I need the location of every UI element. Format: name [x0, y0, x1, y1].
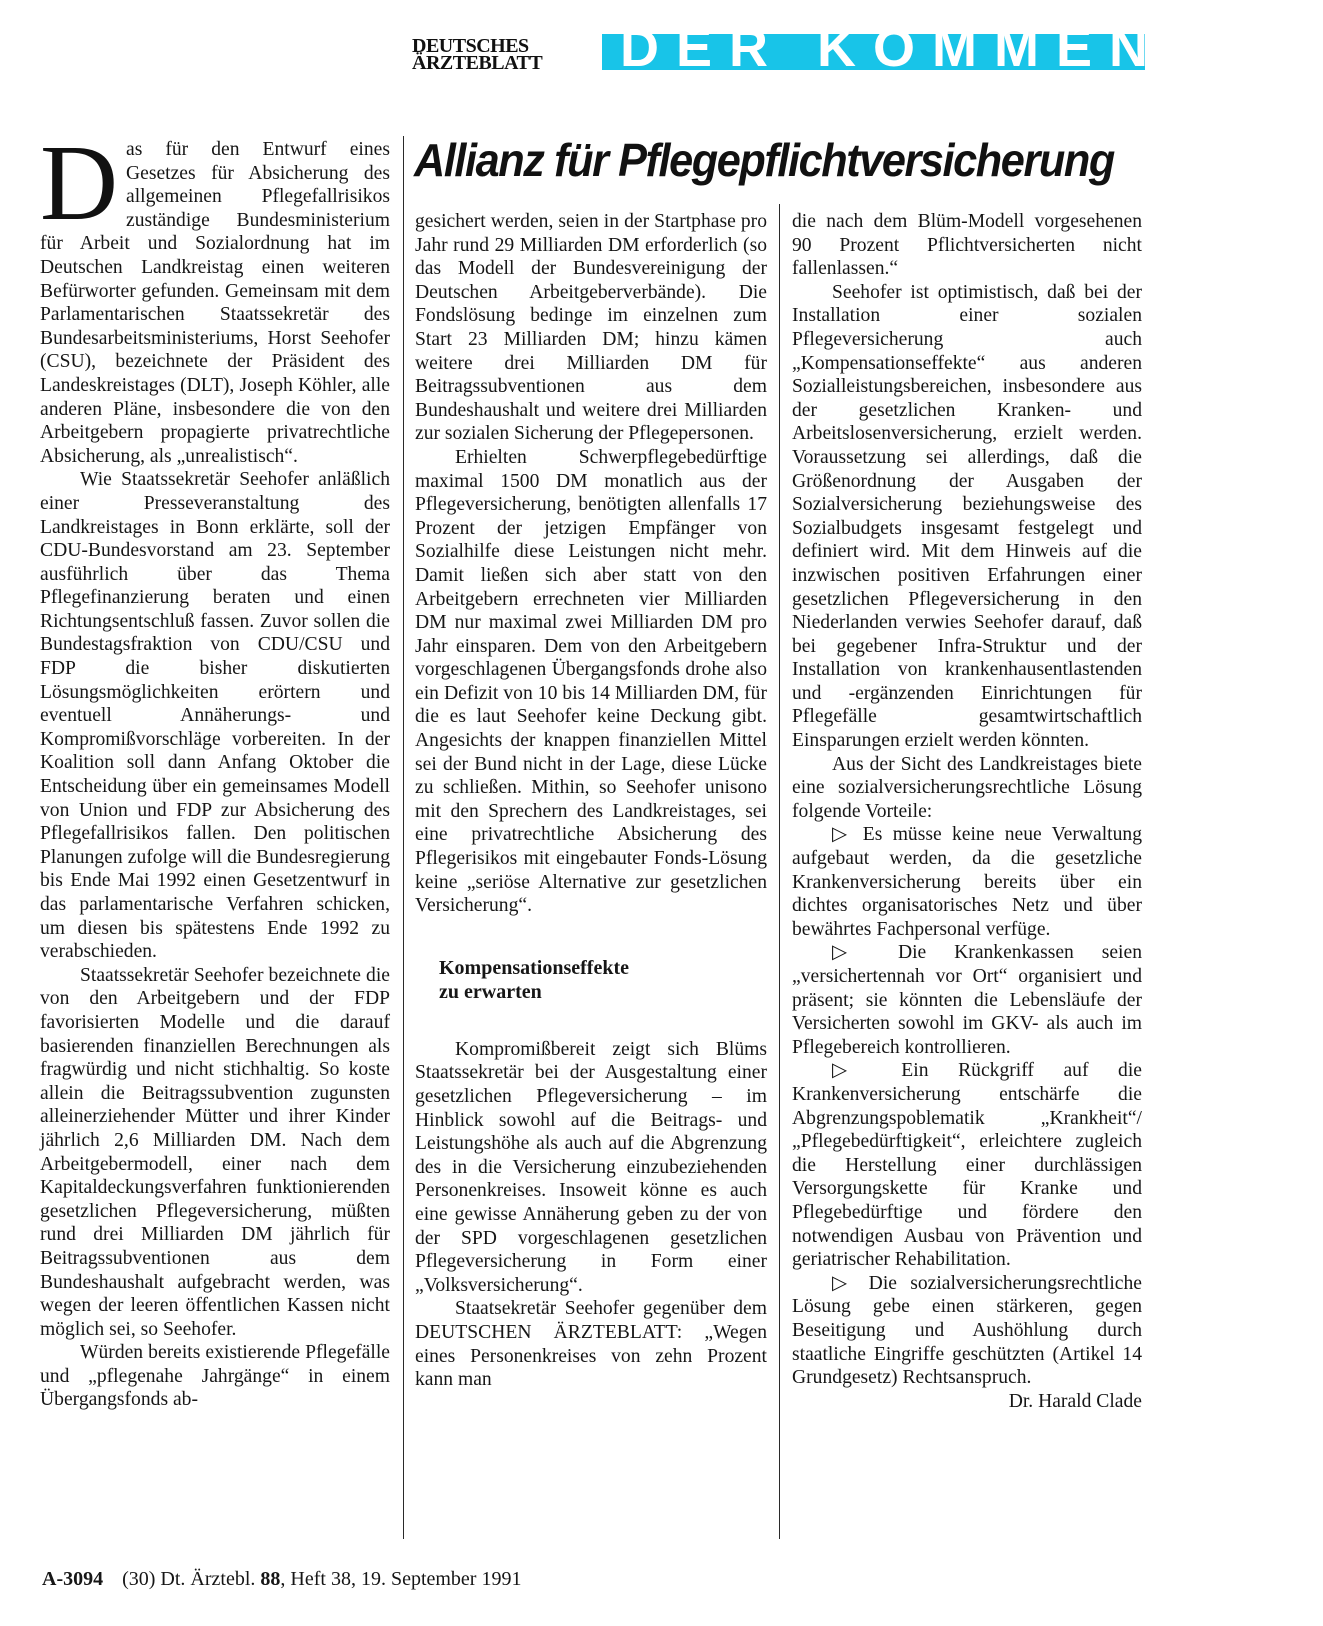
citation-prefix: (30) Dt. Ärztebl. [122, 1568, 256, 1590]
article-column-3 [792, 210, 1142, 1413]
bullet-item: ▷ Die Krankenkassen seien „versichertennah vor Ort“ organisiert und präsent; sie könnten die Lebensläufe der Versicherten sowohl im GKV- als auch im Pflegebereich kontrollieren. [792, 942, 1142, 1058]
section-banner-label: DER KOMMENTAR [620, 18, 1323, 78]
article-column-2 [415, 210, 767, 1392]
article-column-1 [40, 124, 390, 1412]
masthead-logo [412, 35, 572, 74]
column-divider [779, 204, 780, 1539]
paragraph: Aus der Sicht des Landkreistages biete eine sozialversicherungsrechtliche Lösung folgende Vorteile: [792, 753, 1142, 822]
paragraph: Kompromißbereit zeigt sich Blüms Staatssekretär bei der Ausgestaltung einer gesetzlichen Pflegeversicherung – im Hinblick sowohl auf die Beitrags- und Leistungshöhe als auch auf die Abgrenzung des in die Versicherung einzubeziehenden Personenkreises. Insoweit könne es auch eine gewisse Annäherung geben zu der von der SPD vorgeschlagenen gesetzlichen Pflegeversicherung in Form einer „Volksversicherung“. [415, 1038, 767, 1296]
column-divider [403, 136, 404, 1539]
subheading-line2: zu erwarten [439, 980, 542, 1003]
masthead-line1: DEUTSCHES [412, 35, 529, 57]
paragraph: die nach dem Blüm-Modell vorgesehenen 90 Prozent Pflichtversicherten nicht fallenlassen.“ [792, 211, 1142, 280]
drop-cap: D [40, 124, 118, 243]
bullet-item: ▷ Es müsse keine neue Verwaltung aufgebaut werden, da die gesetzliche Krankenversicherung bereits über ein dichtes organisatorisches Netz und über bewährtes Fachpersonal verfüge. [792, 824, 1142, 940]
author-byline: Dr. Harald Clade [1008, 1390, 1142, 1412]
section-banner [602, 18, 1323, 78]
bullet-item: ▷ Die sozialversicherungsrechtliche Lösung gebe einen stärkeren, gegen Beseitigung und Aushöhlung durch staatliche Eingriffe geschützten (Artikel 14 Grundgesetz) Rechtsanspruch. [792, 1272, 1142, 1389]
paragraph: Seehofer ist optimistisch, daß bei der Installation einer sozialen Pflegeversicherung auch „Kompensationseffekte“ aus anderen Sozialleistungsbereichen, insbesondere aus der gesetzlichen Kranken- und Arbeitslosenversicherung, erzielt werden. Voraussetzung sei allerdings, daß die Größenordnung der Ausgaben der Sozialversicherung beziehungsweise des Sozialbudgets insgesamt festgelegt und definiert wird. Mit dem Hinweis auf die inzwischen positiven Erfahrungen einer gesetzlichen Pflegeversicherung in den Niederlanden verwies Seehofer darauf, daß bei gegebener Infra-Struktur und der Installation von krankenhausentlastenden und -ergänzenden Einrichtungen für Pflegefälle gesamtwirtschaftlich Einsparungen erzielt werden könnten. [792, 281, 1142, 752]
paragraph: as für den Entwurf eines Gesetzes für Absicherung des allgemeinen Pflegefallrisikos zuständige Bundesministerium für Arbeit und Sozialordnung hat im Deutschen Landkreistag einen weiteren Befürworter gefunden. Gemeinsam mit dem Parlamentarischen Staatssekretär des Bundesarbeitsministeriums, Horst Seehofer (CSU), bezeichnete der Präsident des Landeskreistages (DLT), Joseph Köhler, alle anderen Pläne, insbesondere die von den Arbeitgebern propagierte privatrechtliche Absicherung, als „unrealistisch“. [40, 139, 390, 467]
bullet-item: ▷ Ein Rückgriff auf die Krankenversicherung entschärfe die Abgrenzungspoblematik „Krankheit“/„Pflegebedürftigkeit“, erleichtere zugleich die Herstellung einer durchlässigen Versorgungskette für Kranke und Pflegebedürftige und fördere den notwendigen Ausbau von Prävention und geriatrischer Rehabilitation. [792, 1060, 1142, 1271]
article-headline: Allianz für Pflegepflichtversicherung [414, 134, 1114, 186]
page-footer [42, 1568, 521, 1591]
paragraph: Staatssekretär Seehofer bezeichnete die von den Arbeitgebern und der FDP favorisierten Modelle und die darauf basierenden finanziellen Berechnungen als fragwürdig und nicht stichhaltig. So koste allein die Beitragssubvention zugunsten alleinerziehender Mütter und ihrer Kinder jährlich 2,6 Milliarden DM. Nach dem Arbeitgebermodell, einer nach dem Kapitaldeckungsverfahren funktionierenden gesetzlichen Pflegeversicherung, müßten rund drei Milliarden DM jährlich für Beitragssubventionen aus dem Bundeshaushalt aufgebracht werden, was wegen der leeren öffentlichen Kassen nicht möglich sei, so Seehofer. [40, 964, 390, 1340]
masthead-line2: ÄRZTEBLATT [412, 52, 543, 74]
paragraph: Erhielten Schwerpflegebedürftige maximal 1500 DM monatlich aus der Pflegeversicherung, benötigten allenfalls 17 Prozent der jetzigen Empfänger von Sozialhilfe diese Leistungen nicht mehr. Damit ließen sich aber statt von den Arbeitgebern errechneten vier Milliarden DM nur maximal zwei Milliarden DM pro Jahr einsparen. Dem von den Arbeitgebern vorgeschlagenen Übergangsfonds drohe also ein Defizit von 10 bis 14 Milliarden DM, für die es laut Seehofer keine Deckung gibt. Angesichts der knappen finanziellen Mittel sei der Bund nicht in der Lage, diese Lücke zu schließen. Mithin, so Seehofer unisono mit den Sprechern des Landkreistages, sei eine privatrechtliche Absicherung des Pflegerisikos mit eingebauter Fonds-Lösung keine „seriöse Alternative zur gesetzlichen Versicherung“. [415, 446, 767, 917]
citation-suffix: , Heft 38, 19. September 1991 [280, 1568, 522, 1590]
paragraph: Würden bereits existierende Pflegefälle und „pflegenahe Jahrgänge“ in einem Übergangsfonds ab- [40, 1342, 390, 1411]
subheading [415, 956, 767, 1004]
paragraph: Wie Staatssekretär Seehofer anläßlich einer Presseveranstaltung des Landkreistages in Bonn erklärte, soll der CDU-Bundesvorstand am 23. September ausführlich über das Thema Pflegefinanzierung beraten und einen Richtungsentschluß fassen. Zuvor sollen die Bundestagsfraktion von CDU/CSU und FDP die bisher diskutierten Lösungsmöglichkeiten erörtern und eventuell Annäherungs- und Kompromißvorschläge vorbereiten. In der Koalition soll dann Anfang Oktober die Entscheidung über ein gemeinsames Modell von Union und FDP zur Absicherung des Pflegefallrisikos fallen. Den politischen Planungen zufolge will die Bundesregierung bis Ende Mai 1992 einen Gesetzentwurf in das parlamentarische Verfahren schicken, um diesen bis spätestens Ende 1992 zu verabschieden. [40, 469, 390, 963]
page-number: A-3094 [42, 1568, 104, 1590]
volume-number: 88 [260, 1568, 281, 1590]
subheading-line1: Kompensationseffekte [439, 956, 629, 979]
paragraph: gesichert werden, seien in der Startphase pro Jahr rund 29 Milliarden DM erforderlich (so das Modell der Bundesvereinigung der Deutschen Arbeitgeberverbände). Die Fondslösung bedinge im einzelnen zum Start 23 Milliarden DM; hinzu kämen weitere drei Milliarden DM für Beitragssubventionen aus dem Bundeshaushalt und weitere drei Milliarden zur sozialen Sicherung der Pflegepersonen. [415, 211, 767, 445]
paragraph: Staatsekretär Seehofer gegenüber dem DEUTSCHEN ÄRZTEBLATT: „Wegen eines Personenkreises von zehn Prozent kann man [415, 1298, 767, 1391]
